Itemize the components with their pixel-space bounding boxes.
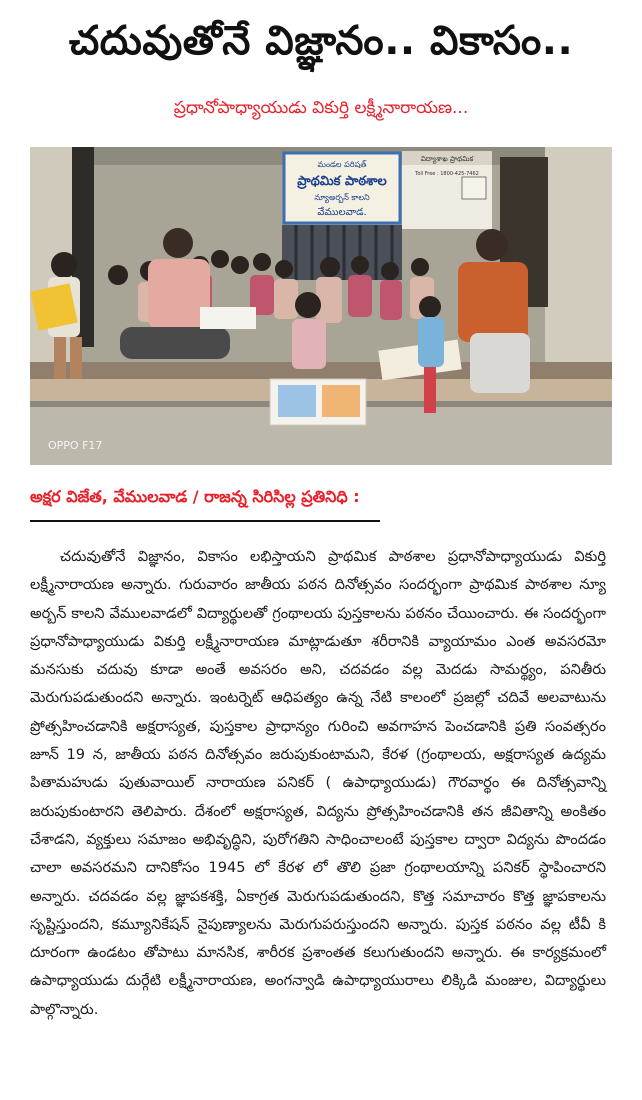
notice-board-title: విద్యాశాఖ ప్రాథమిక [420,155,474,163]
byline: అక్షర విజేత, వేములవాడ / రాజన్న సిరిసిల్ల ప్రతినిధి : [30,487,380,522]
school-sign-line2: ప్రాథమిక పాఠశాల [297,174,387,189]
headline: చదువుతోనే విజ్ఞానం.. వికాసం.. [68,18,574,64]
school-sign-line3: న్యూఅర్బన్ కాలని [314,193,370,202]
school-sign-line1: మండల పరిషత్ [317,160,367,169]
photo-watermark: OPPO F17 [48,439,103,452]
subheadline: ప్రధానోపాధ్యాయుడు వికుర్తి లక్ష్మీనారాయణ... [173,98,469,118]
notice-board-phone: Toll Free : 1800-425-7462 [415,171,479,177]
school-sign-line4: వేములవాడ. [317,207,367,218]
article-photo [30,147,612,465]
article-body: చదువుతోనే విజ్ఞానం, వికాసం లభిస్తాయని ప్రాథమిక పాఠశాల ప్రధానోపాధ్యాయుడు వికుర్తి లక్ష్మీనారాయణ అన్నారు. గురువారం జాతీయ పఠన దినోత్సవం సందర్భంగా ప్రాథమిక పాఠశాల న్యూ అర్బన్ కాలని వేములవాడలో విద్యార్థులతో గ్రంథాలయ పుస్తకాలను పఠనం చేయించారు. ఈ సందర్భంగా ప్రధానోపాధ్యాయుడు వికుర్తి లక్ష్మీనారాయణ మాట్లాడుతూ శరీరానికి వ్యాయామం ఎంత అవసరమో మనసుకు చదువు కూడా అంతే అవసరం అని, చదవడం వల్ల మెదడు సామర్థ్యం, పనితీరు మెరుగుపడుతుందని అన్నారు. ఇంటర్నెట్ ఆధిపత్యం ఉన్న నేటి కాలంలో ప్రజల్లో చదివే అలవాటును ప్రోత్సహించడానికి అక్షరాస్యత, పుస్తకాల ప్రాధాన్యం గురించి అవగాహన పెంచడానికి ప్రతి సంవత్సరం జూన్ 19 న, జాతీయ పఠన దినోత్సవం జరుపుకుంటామని, కేరళ (గ్రంథాలయ, అక్షరాస్యత ఉద్యమ పితామహుడు పుతువాయిల్ నారాయణ పనికర్ ( ఉపాధ్యాయుడు) గౌరవార్థం ఈ దినోత్సవాన్ని జరుపుకుంటారని తెలిపారు. దేశంలో అక్షరాస్యత, విద్యను ప్రోత్సహించడానికి తన జీవితాన్ని అంకితం చేశాడని, వ్యక్తులు సమాజం అభివృద్ధిని, పురోగతిని సాధించాలంటే పుస్తకాల ద్వారా విద్యను పొందడం చాలా అవసరమని దానికోసం 1945 లో కేరళ లో తొలి ప్రజా గ్రంథాలయాన్ని పనికర్ స్థాపించారని అన్నారు. చదవడం వల్ల జ్ఞాపకశక్తి, ఏకాగ్రత మెరుగుపడుతుందని, కొత్త సమాచారం కొత్త జ్ఞాపకాలను సృష్టిస్తుందని, కమ్యూనికేషన్ నైపుణ్యాలను మెరుగుపరుస్తుందని అన్నారు. పుస్తక పఠనం వల్ల టీవీ కి దూరంగా ఉండటం తోపాటు మానసిక, శారీరక ప్రశాంతత కలుగుతుందని అన్నారు. ఈ కార్యక్రమంలో ఉపాధ్యాయుడు దుర్గేటి లక్ష్మీనారాయణ, అంగన్వాడి ఉపాధ్యాయురాలు లిక్కిడి మంజుల, విద్యార్థులు పాల్గొన్నారు. [30,548,606,1018]
